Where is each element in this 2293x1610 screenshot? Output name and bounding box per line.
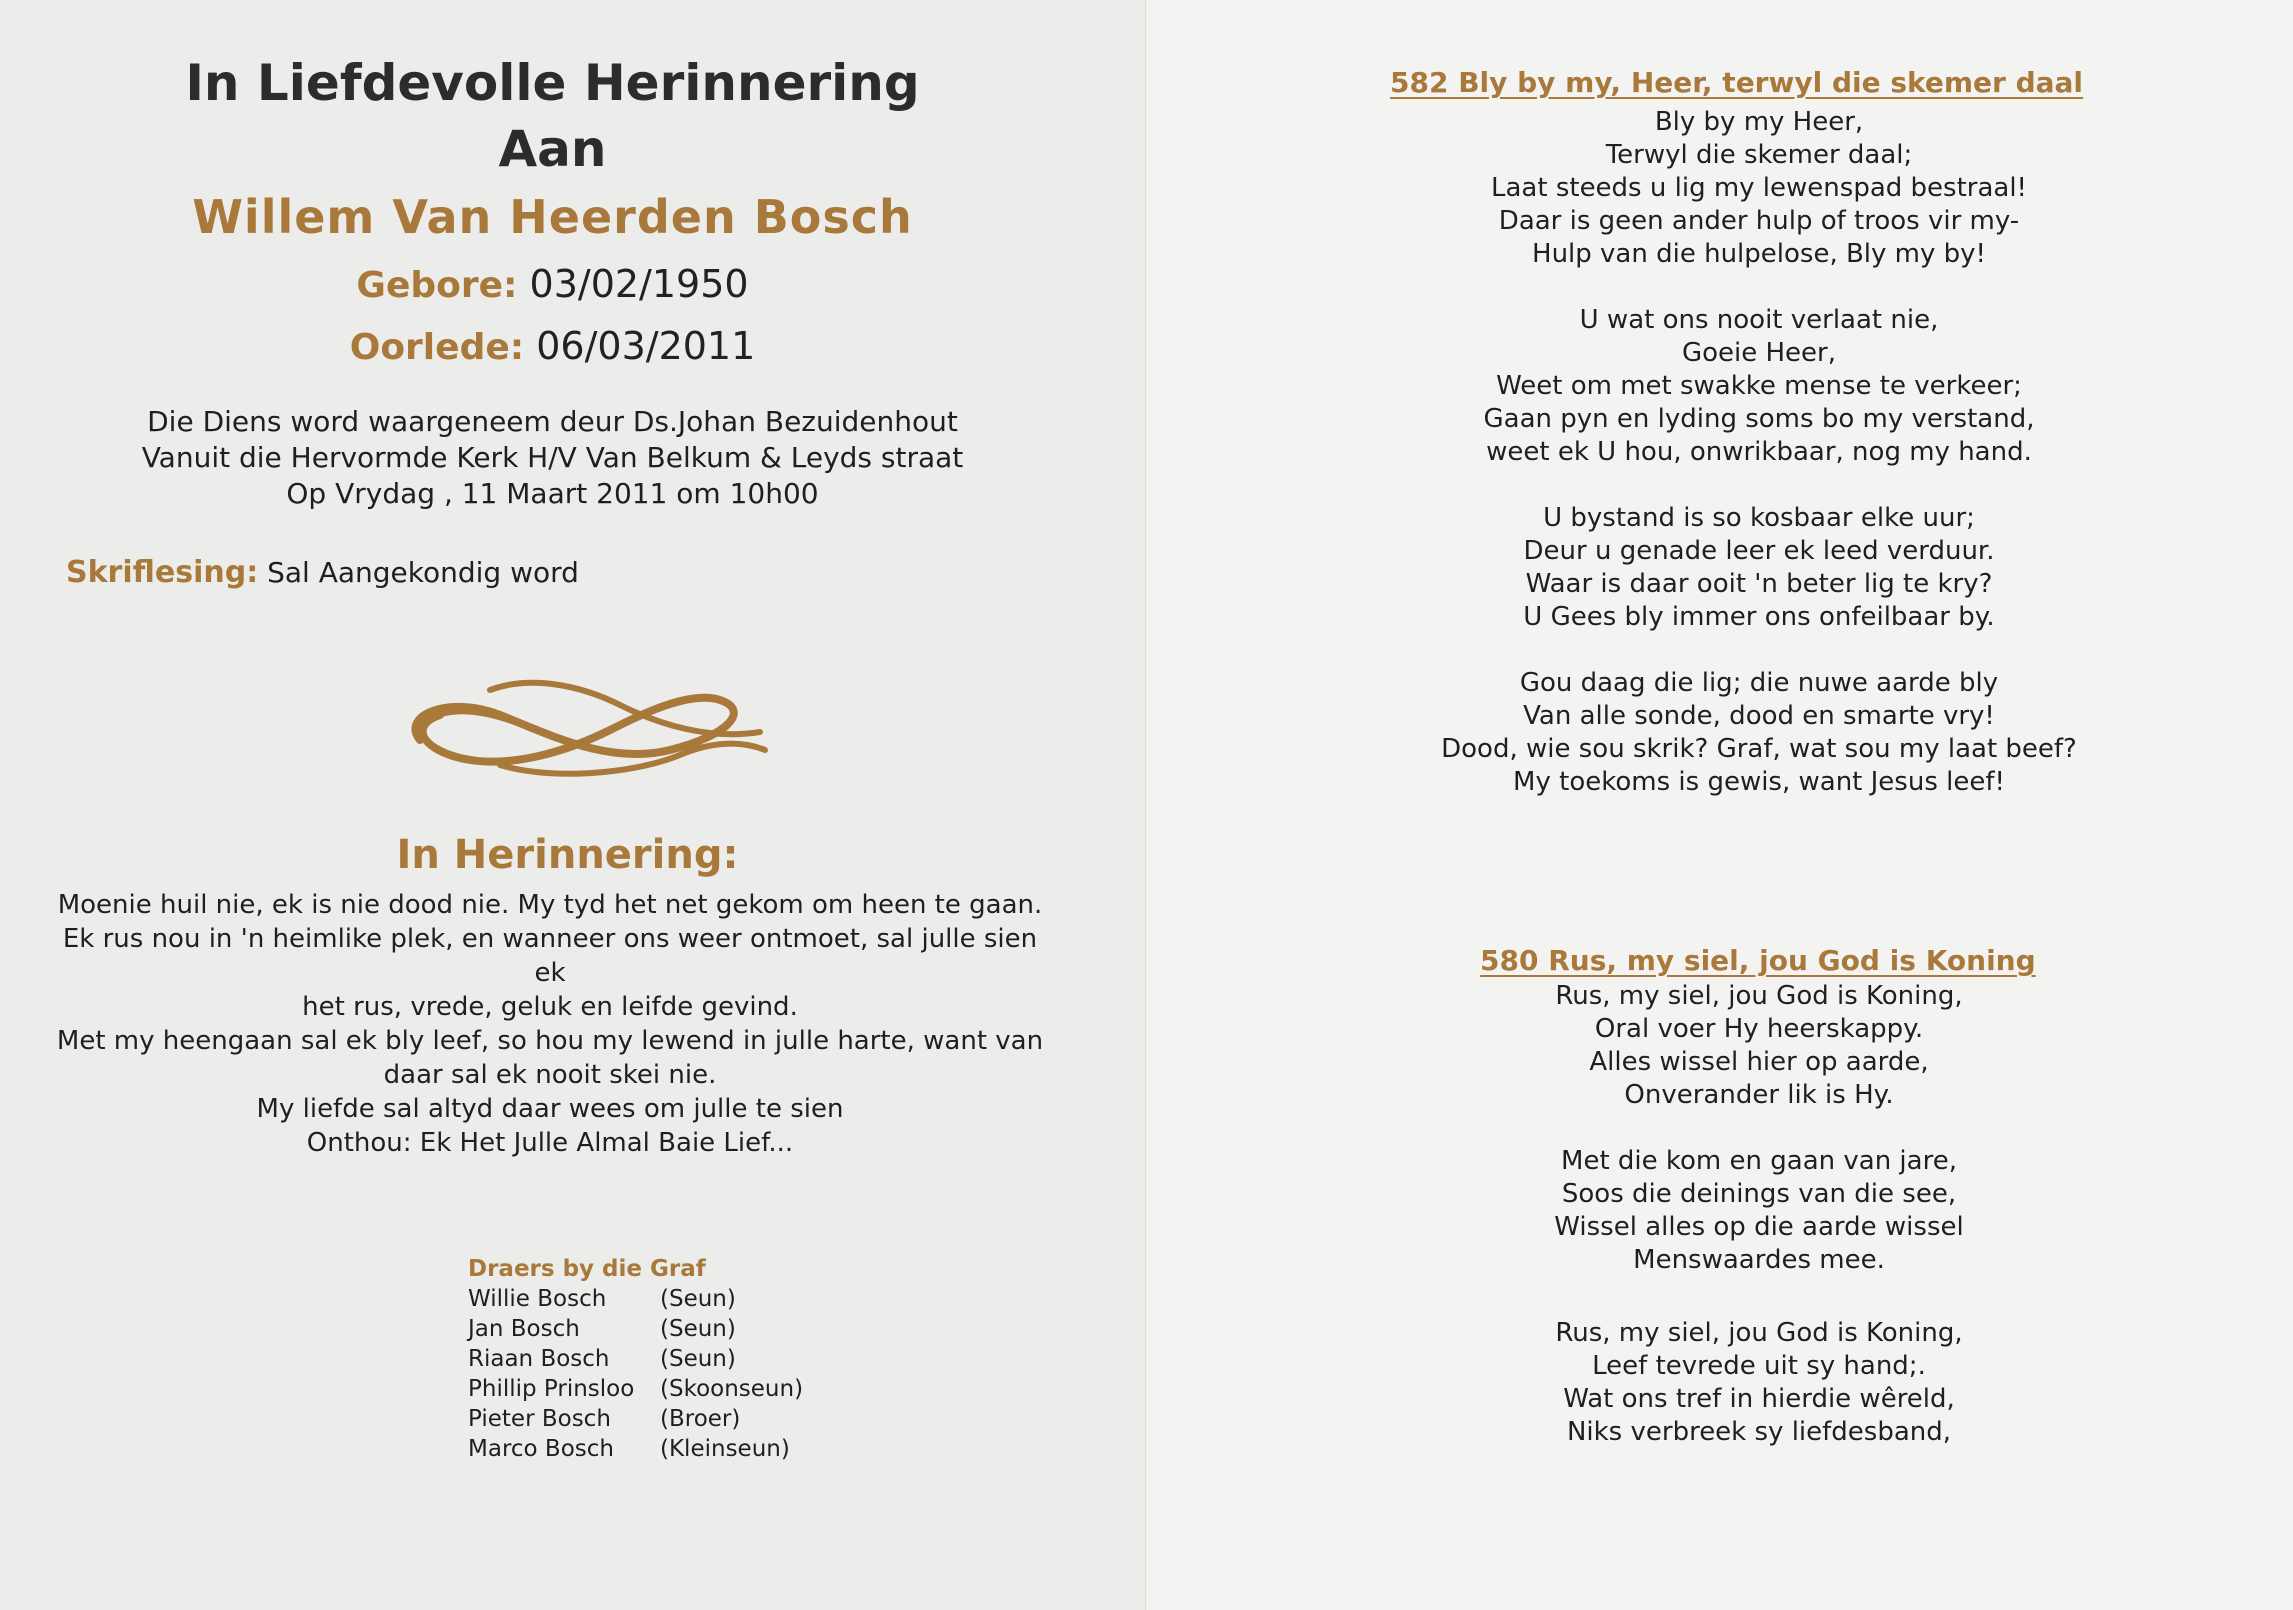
hymn-1-title: 582 Bly by my, Heer, terwyl die skemer daal (1390, 66, 2084, 99)
hymn-line: Waar is daar ooit 'n beter lig te kry? (1525, 569, 1993, 599)
service-line: Die Diens word waargeneem deur Ds.Johan Bezuidenhout (147, 405, 958, 438)
hymn-line: U bystand is so kosbaar elke uur; (1543, 503, 1975, 533)
hymn-line: Rus, my siel, jou God is Koning, (1555, 981, 1963, 1011)
hymn-line: U Gees bly immer ons onfeilbaar by. (1523, 602, 1995, 632)
bearer-name: Phillip Prinsloo (468, 1376, 635, 1402)
hymn-line: Soos die deinings van die see, (1561, 1179, 1957, 1209)
title-line-2: Aan (498, 120, 607, 178)
hymn-line: U wat ons nooit verlaat nie, (1579, 305, 1939, 335)
died-label: Oorlede: (349, 327, 525, 368)
hymn-stanza (1145, 980, 2293, 1112)
born-row (0, 254, 1145, 316)
hymn-line: Wat ons tref in hierdie wêreld, (1563, 1384, 1955, 1414)
bearer-row (468, 1434, 803, 1464)
hymn-line: Weet om met swakke mense te verkeer; (1496, 371, 2022, 401)
left-page (0, 0, 1145, 1610)
bearer-row (468, 1284, 803, 1314)
bearer-relation: (Seun) (660, 1346, 736, 1372)
hymn-line: Met die kom en gaan van jare, (1561, 1146, 1957, 1176)
hymn-line: Terwyl die skemer daal; (1605, 140, 1913, 170)
hymn-line: Alles wissel hier op aarde, (1589, 1047, 1929, 1077)
hymn-2-title: 580 Rus, my siel, jou God is Koning (1480, 944, 2036, 977)
service-line: Vanuit die Hervormde Kerk H/V Van Belkum & Leyds straat (141, 441, 964, 474)
pallbearers (468, 1254, 803, 1464)
bearer-name: Jan Bosch (468, 1316, 580, 1342)
memory-title-text: In Herinnering: (396, 832, 739, 878)
hymn-line: Goeie Heer, (1681, 338, 1837, 368)
hymn-1-text (1145, 106, 2293, 832)
hymn-stanza (1145, 502, 2293, 634)
born-label: Gebore: (356, 265, 518, 306)
hymn-line: Deur u genade leer ek leed verduur. (1523, 536, 1995, 566)
born-value: 03/02/1950 (529, 262, 749, 306)
hymn-line: Oral voer Hy heerskappy. (1594, 1014, 1924, 1044)
bearer-relation: (Skoonseun) (660, 1376, 804, 1402)
hymn-line: Bly by my Heer, (1654, 107, 1864, 137)
bearer-row (468, 1374, 803, 1404)
bearer-name: Pieter Bosch (468, 1406, 611, 1432)
hymn-line: Wissel alles op die aarde wissel (1554, 1212, 1964, 1242)
hymn-stanza (1145, 304, 2293, 469)
hymn-line: Rus, my siel, jou God is Koning, (1555, 1318, 1963, 1348)
died-value: 06/03/2011 (536, 324, 756, 368)
reading-value: Sal Aangekondig word (267, 556, 579, 589)
hymn-line: Niks verbreek sy liefdesband, (1566, 1417, 1952, 1447)
memory-poem (50, 888, 1050, 1160)
memory-title (0, 832, 1145, 878)
bearer-relation: (Seun) (660, 1286, 736, 1312)
hymn-stanza (1145, 106, 2293, 271)
flourish-ornament-icon (380, 670, 775, 785)
bearers-table (468, 1284, 803, 1464)
bearer-relation: (Kleinseun) (660, 1436, 790, 1462)
page-title (0, 50, 1145, 182)
bearer-relation: (Broer) (660, 1406, 741, 1432)
deceased-name-text: Willem Van Heerden Bosch (192, 190, 913, 244)
hymn-line: Onverander lik is Hy. (1624, 1080, 1894, 1110)
memory-line: Ek rus nou in 'n heimlike plek, en wanneer ons weer ontmoet, sal julle sien ek (62, 924, 1038, 988)
hymn-line: Daar is geen ander hulp of troos vir my- (1498, 206, 2020, 236)
memory-line: Moenie huil nie, ek is nie dood nie. My tyd het net gekom om heen te gaan. (57, 890, 1043, 920)
service-details (0, 404, 1145, 512)
bearer-name: Riaan Bosch (468, 1346, 610, 1372)
memory-line: daar sal ek nooit skei nie. (383, 1060, 717, 1090)
hymn-line: Laat steeds u lig my lewenspad bestraal! (1491, 173, 2027, 203)
service-line: Op Vrydag , 11 Maart 2011 om 10h00 (286, 477, 819, 510)
hymn-line: Gou daag die lig; die nuwe aarde bly (1519, 668, 1999, 698)
hymn-stanza (1145, 1317, 2293, 1449)
hymn-line: Hulp van die hulpelose, Bly my by! (1532, 239, 1986, 269)
memory-line: Onthou: Ek Het Julle Almal Baie Lief... (306, 1128, 794, 1158)
hymn-line: Leef tevrede uit sy hand;. (1592, 1351, 1926, 1381)
hymn-line: weet ek U hou, onwrikbaar, nog my hand. (1486, 437, 2032, 467)
hymn-line: Dood, wie sou skrik? Graf, wat sou my laat beef? (1441, 734, 2077, 764)
deceased-name (0, 190, 1145, 244)
bearer-row (468, 1404, 803, 1434)
memory-line: My liefde sal altyd daar wees om julle te sien (256, 1094, 844, 1124)
hymn-line: My toekoms is gewis, want Jesus leef! (1513, 767, 2005, 797)
memory-line: Met my heengaan sal ek bly leef, so hou my lewend in julle harte, want van (56, 1026, 1044, 1056)
hymn-line: Menswaardes mee. (1633, 1245, 1885, 1275)
reading-label: Skriflesing: (66, 555, 259, 590)
hymn-line: Gaan pyn en lyding soms bo my verstand, (1483, 404, 2035, 434)
bearer-name: Marco Bosch (468, 1436, 614, 1462)
bearer-row (468, 1344, 803, 1374)
bearer-row (468, 1314, 803, 1344)
hymn-stanza (1145, 667, 2293, 799)
memory-line: het rus, vrede, geluk en leifde gevind. (302, 992, 798, 1022)
bearers-title: Draers by die Graf (468, 1256, 706, 1282)
died-row (0, 316, 1145, 378)
bearer-name: Willie Bosch (468, 1286, 607, 1312)
dates-block (0, 254, 1145, 378)
hymn-stanza (1145, 1145, 2293, 1277)
scripture-reading (66, 555, 579, 590)
bearer-relation: (Seun) (660, 1316, 736, 1342)
hymn-line: Van alle sonde, dood en smarte vry! (1523, 701, 1995, 731)
hymn-2-text (1145, 980, 2293, 1482)
title-line-1: In Liefdevolle Herinnering (185, 54, 920, 112)
